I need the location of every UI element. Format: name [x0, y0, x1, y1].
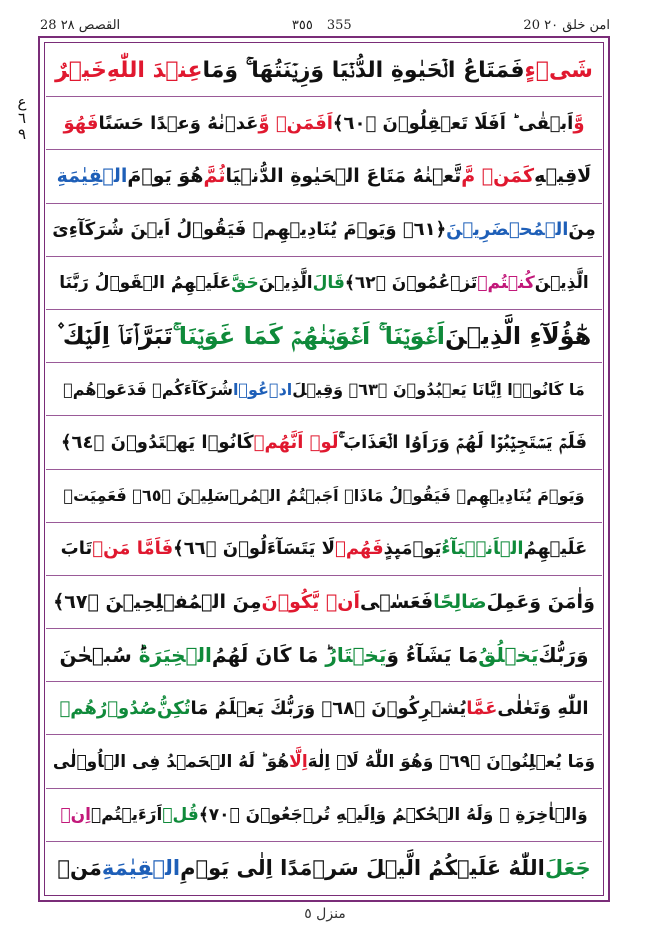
text-segment: تَّعۡنٰهُ مَتَاعَ الۡحَیٰوةِ الدُّنۡیَا [225, 165, 462, 188]
text-lines [46, 44, 602, 894]
text-segment: فَهُوَ [63, 112, 99, 134]
text-line [46, 576, 602, 629]
text-segment: كَانُوۡا یَهۡتَدُوۡنَ ﴿٦٤﴾ [61, 431, 254, 453]
ruku-marker-top: ٦ [17, 109, 27, 127]
text-segment: یَخۡلُقُ [478, 643, 539, 668]
text-segment: عَلَیۡهِمُ الۡقَوۡلُ رَبَّنَا [59, 272, 232, 293]
text-segment: وَاٰمَنَ وَعَمِلَ [486, 590, 595, 613]
text-segment: وَیَوۡمَ یُنَادِیۡهِمۡ فَیَقُوۡلُ مَاذَاۤ اَجَبۡتُمُ الۡمُرۡسَلِیۡنَ ﴿٦٥﴾ فَعَمِیَتۡ [63, 486, 585, 506]
ruku-marker [10, 93, 34, 143]
text-segment: قَالَ [312, 272, 345, 293]
text-segment: الۡقِیٰمَةِ [101, 855, 181, 880]
text-segment: مَا یَشَآءُ وَ [386, 643, 479, 668]
juz-label: 20 امن خلق ٢٠ [523, 17, 610, 33]
text-segment: الَّذِیۡنَ [534, 272, 589, 293]
text-segment: یَخۡتَارُ [325, 643, 387, 668]
text-segment: اَفَمَنۡ وَّ [258, 112, 333, 134]
ruku-marker-ain: ع [17, 93, 27, 111]
text-segment: فَمَتَاعُ الۡحَیٰوةِ الدُّنۡیَا وَزِیۡنَتُهَا ۚ وَمَا [202, 57, 525, 83]
text-segment: وَرَبُّكَ [538, 643, 589, 668]
text-segment: كَمَنۡ مَّ [461, 165, 535, 188]
text-line [46, 682, 602, 735]
text-segment: ادۡعُوۡا [232, 379, 293, 399]
text-segment: وَمَا یُعۡلِنُوۡنَ ﴿٦٩﴾ وَهُوَ اللّٰهُ لَاۤ اِلٰهَ [307, 751, 596, 772]
text-line [46, 257, 602, 310]
page-number-latin: 355 [326, 17, 352, 33]
text-segment: فَعَسٰۤی [360, 590, 434, 613]
text-segment: ثُمَّ [203, 165, 226, 188]
text-segment: لَا یَتَسَآءَلُوۡنَ ﴿٦٦﴾ [173, 538, 336, 560]
text-segment: صُدُوۡرُهُمۡ [59, 697, 158, 719]
text-segment: اللّٰهِ وَتَعٰلٰی [497, 697, 589, 719]
text-segment: الۡاَنۡۢبَآءُ [441, 538, 524, 560]
text-segment: اَرَءَیۡتُمۡ [90, 804, 163, 825]
text-segment: مِنَ الۡمُفۡلِحِیۡنَ ﴿٦٧﴾ [53, 590, 262, 613]
text-segment: لَاقِیۡهِ [534, 165, 592, 188]
ruku-marker-bottom: ٩ [17, 125, 27, 143]
text-segment: وَّ [573, 112, 585, 134]
text-segment: جَعَلَ [544, 855, 591, 880]
text-segment: الۡخِیَرَةُ [138, 643, 212, 668]
text-segment: الَّذِیۡنَ [258, 272, 313, 293]
page-header [40, 14, 610, 36]
text-segment: اَنۡ یَّكُوۡنَ [261, 590, 360, 613]
text-line [46, 735, 602, 788]
text-segment: ؕ سُبۡحٰنَ [59, 643, 139, 668]
text-segment: یَوۡمَىِٕذٍ [383, 538, 442, 560]
text-line [46, 416, 602, 469]
text-segment: یُشۡرِكُوۡنَ ﴿٦٨﴾ وَرَبُّكَ یَعۡلَمُ مَا [190, 697, 467, 719]
text-segment: فَلَمۡ یَسۡتَجِیۡبُوۡا لَهُمۡ وَرَاَوُا الۡعَذَابَ ۚ [338, 431, 587, 453]
page-number-arabic: ٣٥٥ [291, 17, 313, 33]
text-segment: هٰٓؤُلَآءِ الَّذِیۡنَ [445, 322, 592, 351]
text-segment: حَقَّ [231, 272, 259, 293]
text-segment: وَالۡاٰخِرَةِ ۫ وَلَهُ الۡحُكۡمُ وَاِلَیۡهِ تُرۡجَعُوۡنَ ﴿٧٠﴾ [198, 805, 588, 826]
text-line [46, 204, 602, 257]
text-segment: هُوَ ؕ لَهُ الۡحَمۡدُ فِی الۡاُوۡلٰی [52, 751, 290, 772]
text-segment: مِنَ [568, 219, 596, 241]
text-segment: عَمَّا [466, 697, 498, 719]
text-line [46, 523, 602, 576]
text-segment: هُوَ یَوۡمَ [127, 165, 204, 188]
text-segment: تَزۡعُمُوۡنَ ﴿٦٢﴾ [344, 273, 478, 294]
text-segment: اللّٰهُ عَلَیۡكُمُ الَّیۡلَ سَرۡمَدًا اِلٰی یَوۡمِ [180, 855, 545, 880]
text-line [46, 44, 602, 97]
text-segment: اَبۡقٰی ؕ اَفَلَا تَعۡقِلُوۡنَ ﴿٦٠﴾ [332, 112, 574, 134]
text-segment: مَنۡ [57, 855, 102, 880]
text-segment: ؕ مَا كَانَ لَهُمُ [211, 643, 326, 668]
text-line [46, 470, 602, 523]
text-segment: تُكِنُّ [157, 697, 191, 719]
manzil-footer: منزل ٥ [304, 906, 346, 922]
text-line [46, 150, 602, 203]
text-segment: اِلَّا [289, 751, 308, 772]
text-line [46, 97, 602, 150]
text-segment: تَبَرَّاۡنَاۤ اِلَیۡكَ ۫ [56, 322, 173, 351]
text-line [46, 842, 602, 894]
text-segment: تَابَ [60, 538, 93, 560]
text-segment: صَالِحًا [433, 590, 487, 613]
text-segment: لَوۡ اَنَّهُمۡ [253, 431, 339, 453]
text-segment: ﴿٦١﴾ وَیَوۡمَ یُنَادِیۡهِمۡ فَیَقُوۡلُ اَیۡنَ شُرَكَآءِیَ [52, 219, 447, 241]
text-line [46, 310, 602, 363]
text-segment: عِنۡدَ اللّٰهِ [106, 57, 203, 83]
text-segment: مَا كَانُوۡۤا اِیَّانَا یَعۡبُدُوۡنَ ﴿٦٣﴾ وَقِیۡلَ [292, 379, 585, 399]
text-segment: اَغۡوَیۡنَا ۚ اَغۡوَیۡنٰهُمۡ كَمَا غَوَیۡنَا ۚ [172, 322, 446, 351]
surah-label: 28 القصص ٢٨ [40, 17, 121, 33]
text-segment: شَیۡءٍ [524, 57, 593, 83]
text-segment: قُلۡ [162, 804, 199, 825]
text-segment: خَیۡرٌ [55, 57, 107, 83]
text-segment: شُرَكَآءَكُمۡ فَدَعَوۡهُمۡ [63, 379, 233, 399]
text-segment: عَلَیۡهِمُ [523, 538, 588, 560]
text-line [46, 363, 602, 416]
page-number [292, 18, 352, 33]
text-line [46, 629, 602, 682]
text-segment: فَهُمۡ [335, 538, 384, 560]
text-segment: كُنۡتُمۡ [477, 272, 535, 293]
text-segment: الۡقِیٰمَةِ [56, 165, 128, 188]
text-line [46, 789, 602, 842]
text-segment: عَدۡنٰهُ وَعۡدًا حَسَنًا [98, 112, 259, 134]
text-segment: الۡمُحۡضَرِیۡنَ [446, 219, 569, 241]
text-segment: اِنۡ [60, 804, 91, 825]
text-segment: فَاَمَّا مَنۡ [92, 538, 174, 560]
